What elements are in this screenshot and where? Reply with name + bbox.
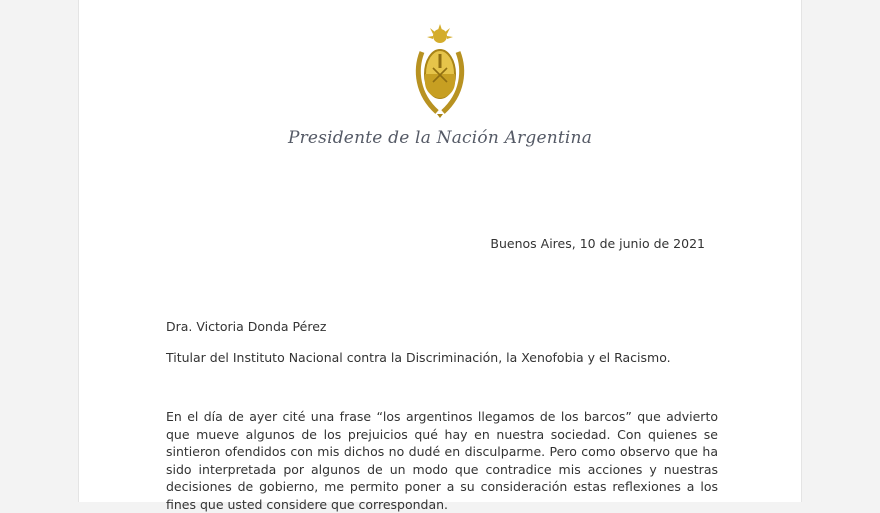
letter-date: Buenos Aires, 10 de junio de 2021	[490, 236, 705, 251]
letterhead-title: Presidente de la Nación Argentina	[287, 128, 593, 148]
letter-body-paragraph: En el día de ayer cité una frase “los argentinos llegamos de los barcos” que advierto que mueve algunos de los prejuicios qué hay en nuestra sociedad. Con quienes se sintieron ofendidos con mis dichos no dudé en disculparme. Pero como observo que ha sido interpretada por algunos de un modo que contradice mis acciones y nuestras decisiones de gobierno, me permito poner a su consideración estas reflexiones a los fines que usted considere que correspondan.	[166, 409, 718, 512]
recipient-name: Dra. Victoria Donda Pérez	[166, 319, 327, 334]
recipient-title: Titular del Instituto Nacional contra la Discriminación, la Xenofobia y el Racismo.	[166, 350, 671, 365]
argentine-coat-of-arms-icon	[413, 22, 467, 118]
